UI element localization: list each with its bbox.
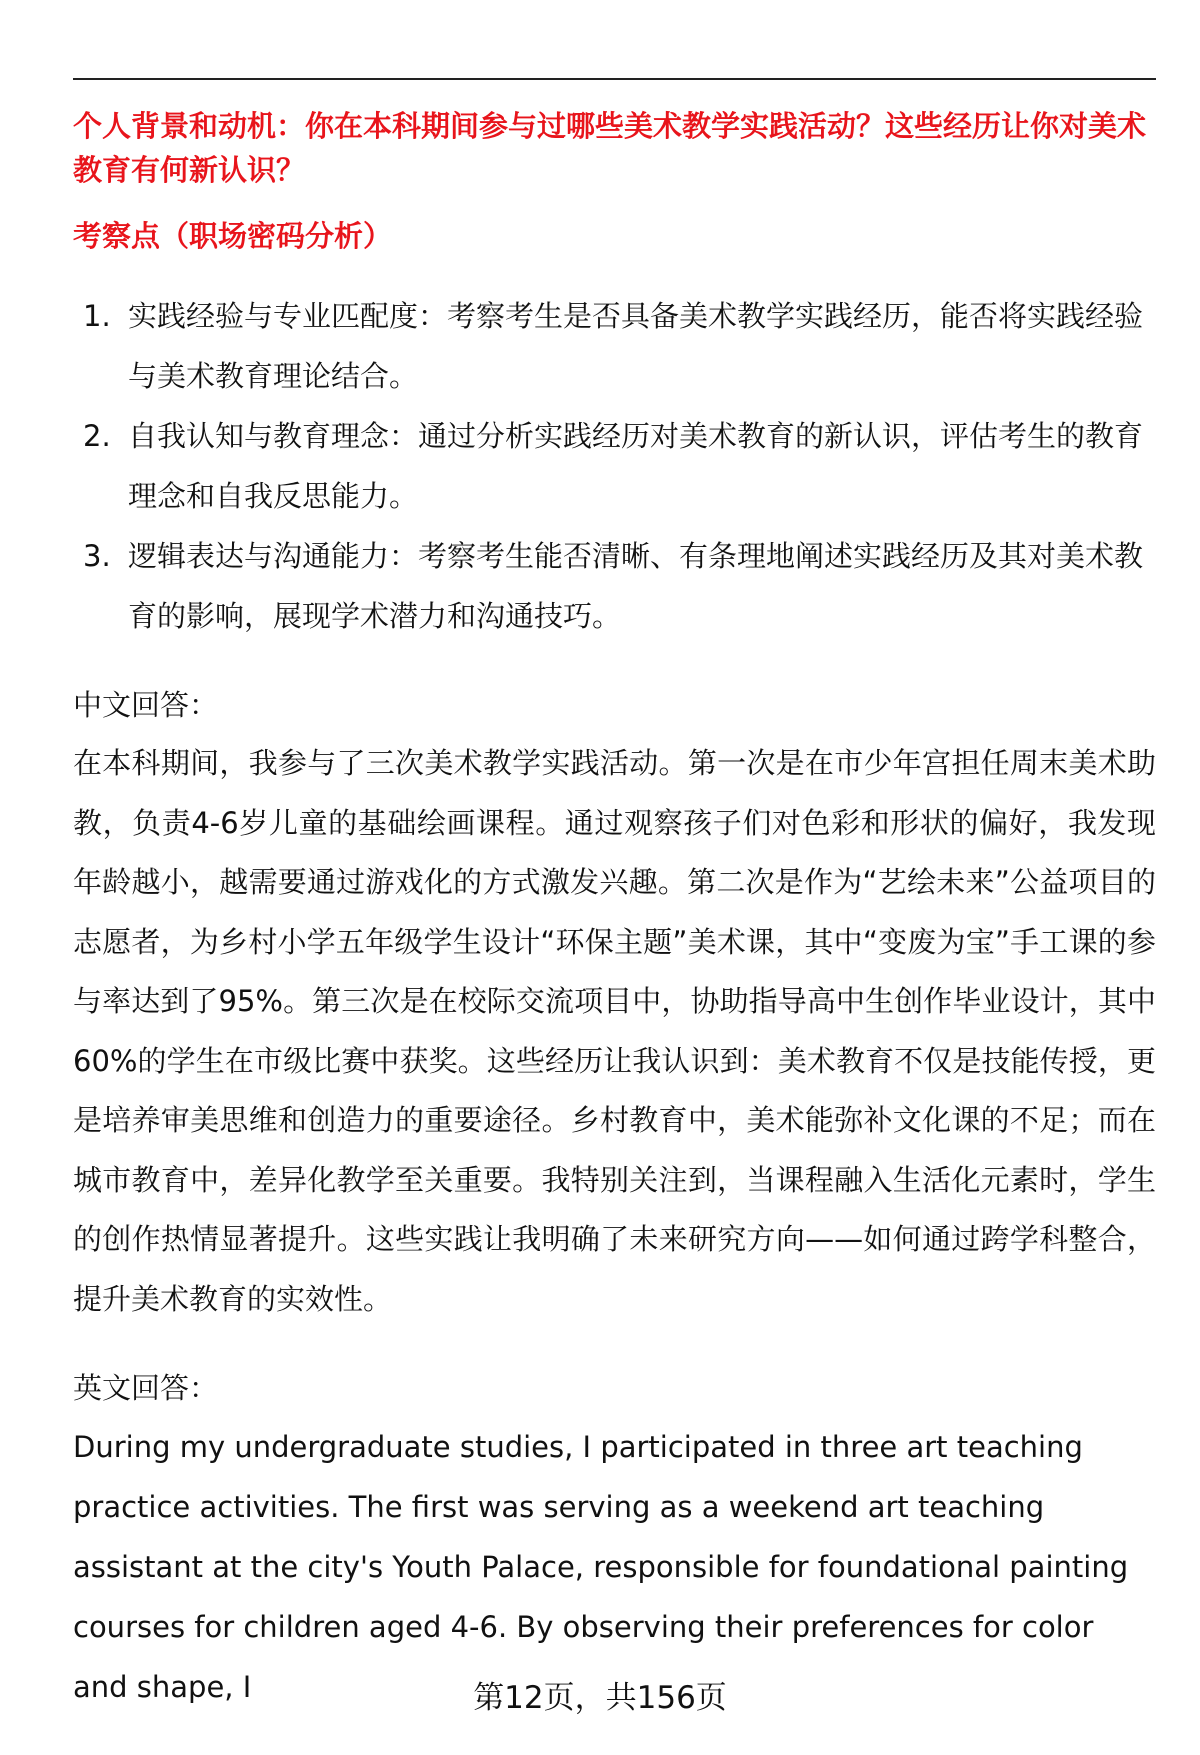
- chinese-answer-text: 在本科期间，我参与了三次美术教学实践活动。第一次是在市少年宫担任周末美术助教，负责4-6岁儿童的基础绘画课程。通过观察孩子们对色彩和形状的偏好，我发现年龄越小，越需要通过游戏化的方式激发兴趣。第二次是作为“艺绘未来”公益项目的志愿者，为乡村小学五年级学生设计“环保主题”美术课，其中“变废为宝”手工课的参与率达到了95%。第三次是在校际交流项目中，协助指导高中生创作毕业设计，其中60%的学生在市级比赛中获奖。这些经历让我认识到：美术教育不仅是技能传授，更是培养审美思维和创造力的重要途径。乡村教育中，美术能弥补文化课的不足；而在城市教育中，差异化教学至关重要。我特别关注到，当课程融入生活化元素时，学生的创作热情显著提升。这些实践让我明确了未来研究方向——如何通过跨学科整合，提升美术教育的实效性。: [73, 746, 1156, 1316]
- list-number: 2.: [83, 419, 111, 453]
- focus-section-title: 考察点（职场密码分析）: [73, 219, 393, 253]
- focus-point-item: [73, 406, 1156, 526]
- header-rule: [73, 78, 1156, 80]
- focus-point-text: 实践经验与专业匹配度：考察考生是否具备美术教学实践经历，能否将实践经验与美术教育理论结合。: [128, 299, 1144, 393]
- focus-point-text: 逻辑表达与沟通能力：考察考生能否清晰、有条理地阐述实践经历及其对美术教育的影响，展现学术潜力和沟通技巧。: [128, 539, 1144, 633]
- chinese-answer-label: 中文回答：: [73, 688, 219, 722]
- english-answer-text: During my undergraduate studies, I participated in three art teaching practice activities. The first was serving as a weekend art teaching assistant at the city's Youth Palace, responsible for foundational painting courses for children aged 4-6. By observing their preferences for color and shape, I: [73, 1430, 1129, 1704]
- focus-point-item: [73, 286, 1156, 406]
- page-content: [73, 104, 1156, 1717]
- page-number-footer: 第12页，共156页: [473, 1680, 727, 1716]
- list-number: 3.: [83, 539, 111, 573]
- list-number: 1.: [83, 299, 111, 333]
- question-heading: 个人背景和动机：你在本科期间参与过哪些美术教学实践活动？这些经历让你对美术教育有何新认识？: [73, 109, 1147, 187]
- focus-points-list: [73, 286, 1156, 646]
- english-answer-label: 英文回答：: [73, 1371, 219, 1405]
- focus-point-text: 自我认知与教育理念：通过分析实践经历对美术教育的新认识，评估考生的教育理念和自我反思能力。: [128, 419, 1144, 513]
- focus-point-item: [73, 526, 1156, 646]
